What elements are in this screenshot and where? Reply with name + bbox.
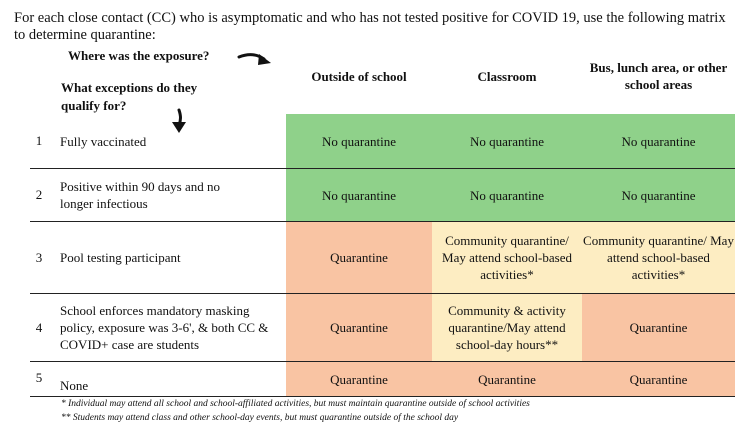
cell-classroom: No quarantine (432, 169, 582, 221)
cell-bus-lunch: Community quarantine/ May attend school-based activities* (582, 222, 735, 293)
cell-bus-lunch: Quarantine (582, 362, 735, 396)
column-header-bus-lunch: Bus, lunch area, or other school areas (589, 60, 728, 92)
table-row (30, 222, 735, 293)
row-number: 3 (35, 249, 43, 265)
exposure-question: Where was the exposure? (68, 48, 210, 63)
cell-bus-lunch: Quarantine (582, 294, 735, 361)
cell-bus-lunch: No quarantine (582, 114, 735, 168)
cell-classroom: Community quarantine/ May attend school-based activities* (432, 222, 582, 293)
intro-text: For each close contact (CC) who is asymptomatic and who has not tested positive for COVID 19, use the following matrix to determine quarantine: (14, 10, 726, 43)
footnote-single-asterisk: * Individual may attend all school and school-affiliated activities, but must maintain quarantine outside of school activities (61, 399, 530, 409)
cell-classroom: No quarantine (432, 114, 582, 168)
cell-bus-lunch: No quarantine (582, 169, 735, 221)
cell-classroom: Quarantine (432, 362, 582, 396)
row-label: None (60, 378, 89, 393)
cell-outside-school: No quarantine (286, 114, 432, 168)
cell-classroom: Community & activity quarantine/May attend school-day hours** (432, 294, 582, 361)
table-row (30, 169, 735, 221)
row-label: School enforces mandatory masking policy, exposure was 3-6', & both CC & COVID+ case are students (60, 303, 269, 352)
cell-outside-school: No quarantine (286, 169, 432, 221)
cell-outside-school: Quarantine (286, 294, 432, 361)
row-divider (30, 396, 735, 397)
row-number: 4 (35, 319, 43, 335)
row-label: Pool testing participant (60, 250, 181, 265)
row-number: 5 (35, 370, 43, 385)
column-header-outside-school: Outside of school (311, 68, 407, 84)
footnote-double-asterisk: ** Students may attend class and other school-day events, but must quarantine outside of the school day (61, 413, 459, 423)
row-number: 1 (35, 133, 43, 148)
table-row (30, 362, 735, 396)
row-label: Fully vaccinated (60, 133, 147, 149)
row-number: 2 (35, 187, 43, 202)
column-header-classroom: Classroom (477, 68, 537, 84)
table-row (30, 294, 735, 361)
table-row (30, 114, 735, 168)
row-label: Positive within 90 days and no longer infectious (60, 179, 220, 211)
cell-outside-school: Quarantine (286, 222, 432, 293)
arrow-right-icon (237, 51, 273, 69)
exceptions-question: What exceptions do they qualify for? (61, 80, 198, 113)
cell-outside-school: Quarantine (286, 362, 432, 396)
